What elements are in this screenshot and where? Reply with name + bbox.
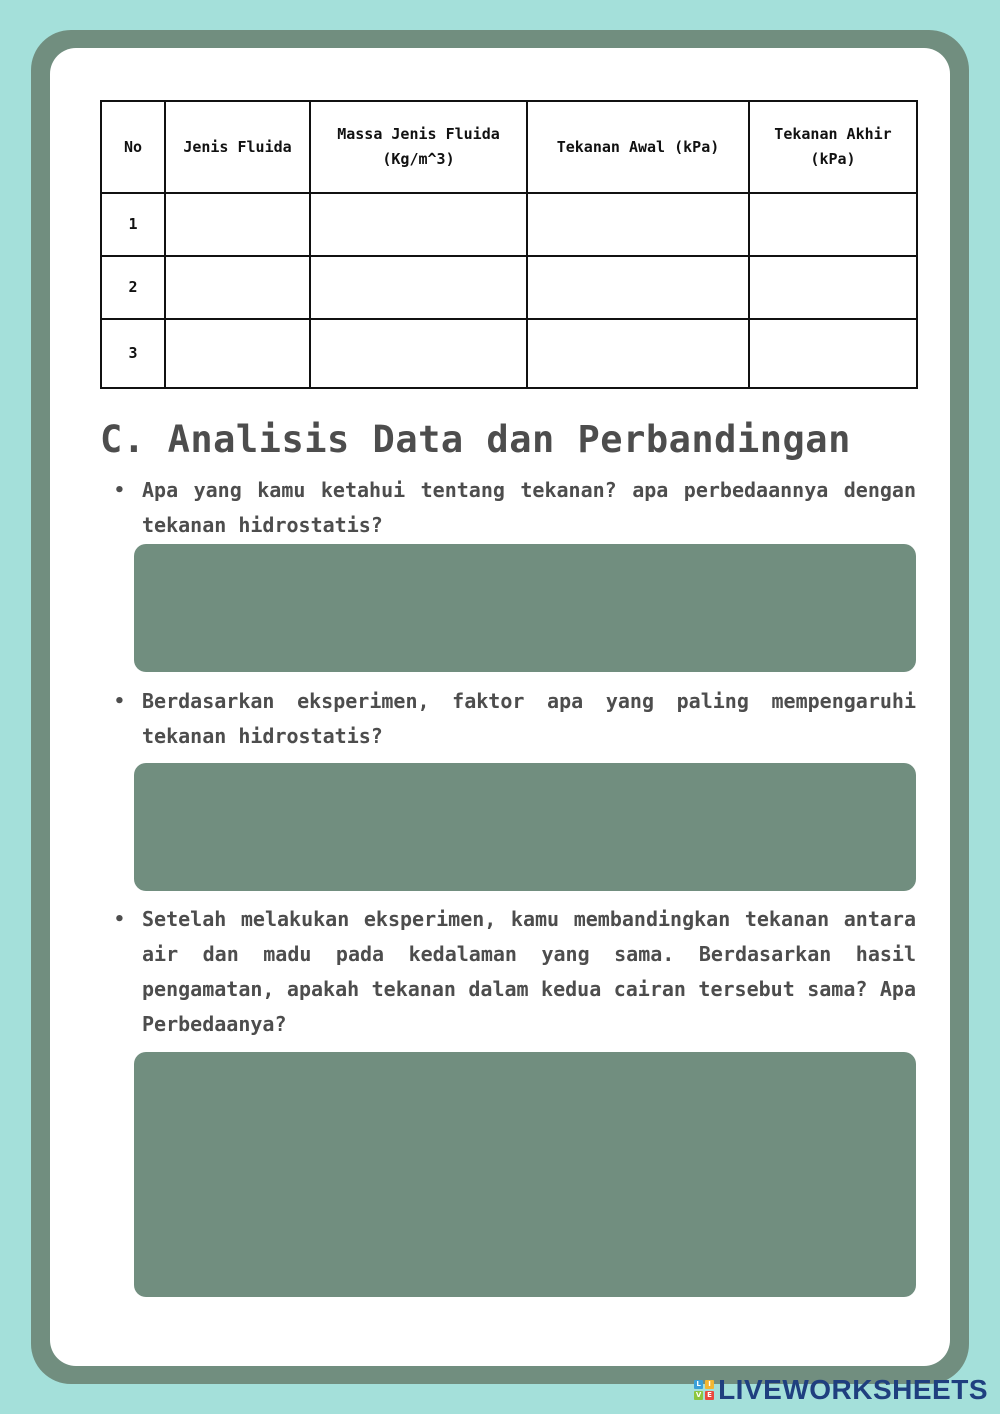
question-text: Apa yang kamu ketahui tentang tekanan? apa perbedaannya dengan tekanan hidrostatis? <box>142 478 916 537</box>
bullet: • <box>114 691 125 712</box>
cell-no: 1 <box>101 193 165 256</box>
cell-jenis-fluida[interactable] <box>165 319 310 388</box>
liveworksheets-logo-icon <box>694 1380 714 1400</box>
cell-massa-jenis[interactable] <box>310 256 527 319</box>
header-tekanan-akhir <box>749 101 917 193</box>
cell-massa-jenis[interactable] <box>310 193 527 256</box>
cell-tekanan-akhir[interactable] <box>749 319 917 388</box>
table-header-row <box>101 101 917 193</box>
cell-tekanan-akhir[interactable] <box>749 193 917 256</box>
bullet: • <box>114 909 125 930</box>
answer-box-2[interactable] <box>134 763 916 891</box>
question-1 <box>114 473 916 543</box>
section-letter: C. <box>100 418 146 461</box>
bullet: • <box>114 480 125 501</box>
header-tekanan-awal: Tekanan Awal (kPa) <box>527 101 749 193</box>
table-row <box>101 256 917 319</box>
question-text: Setelah melakukan eksperimen, kamu membandingkan tekanan antara air dan madu pada kedalaman yang sama. Berdasarkan hasil pengamatan, apakah tekanan dalam kedua cairan tersebut sama? Apa Perbedaanya? <box>142 907 916 1036</box>
question-2 <box>114 684 916 754</box>
question-3 <box>114 902 916 1042</box>
header-massa-line2: (Kg/m^3) <box>382 150 455 168</box>
header-akhir-line1: Tekanan Akhir <box>774 125 892 144</box>
logo-text: LIVEWORKSHEETS <box>718 1374 988 1405</box>
cell-no: 3 <box>101 319 165 388</box>
section-title <box>100 418 851 461</box>
cell-jenis-fluida[interactable] <box>165 256 310 319</box>
logo-mark-letter: E <box>705 1391 714 1400</box>
logo-mark-letter: L <box>694 1380 703 1389</box>
data-table <box>100 100 918 389</box>
header-massa-line1: Massa Jenis Fluida <box>337 125 500 144</box>
cell-jenis-fluida[interactable] <box>165 193 310 256</box>
cell-tekanan-awal[interactable] <box>527 193 749 256</box>
answer-box-3[interactable] <box>134 1052 916 1297</box>
section-title-text: Analisis Data dan Perbandingan <box>167 418 851 461</box>
logo-mark-letter: I <box>705 1380 714 1389</box>
table-row <box>101 193 917 256</box>
cell-tekanan-akhir[interactable] <box>749 256 917 319</box>
cell-tekanan-awal[interactable] <box>527 256 749 319</box>
table-row <box>101 319 917 388</box>
cell-tekanan-awal[interactable] <box>527 319 749 388</box>
logo-mark-letter: V <box>695 1391 702 1399</box>
header-massa-jenis <box>310 101 527 193</box>
header-jenis-fluida: Jenis Fluida <box>165 101 310 193</box>
answer-box-1[interactable] <box>134 544 916 672</box>
liveworksheets-logo <box>694 1374 988 1406</box>
header-akhir-line2: (kPa) <box>810 150 856 168</box>
cell-no: 2 <box>101 256 165 319</box>
question-text: Berdasarkan eksperimen, faktor apa yang paling mempengaruhi tekanan hidrostatis? <box>142 689 916 748</box>
cell-massa-jenis[interactable] <box>310 319 527 388</box>
header-no: No <box>101 101 165 193</box>
